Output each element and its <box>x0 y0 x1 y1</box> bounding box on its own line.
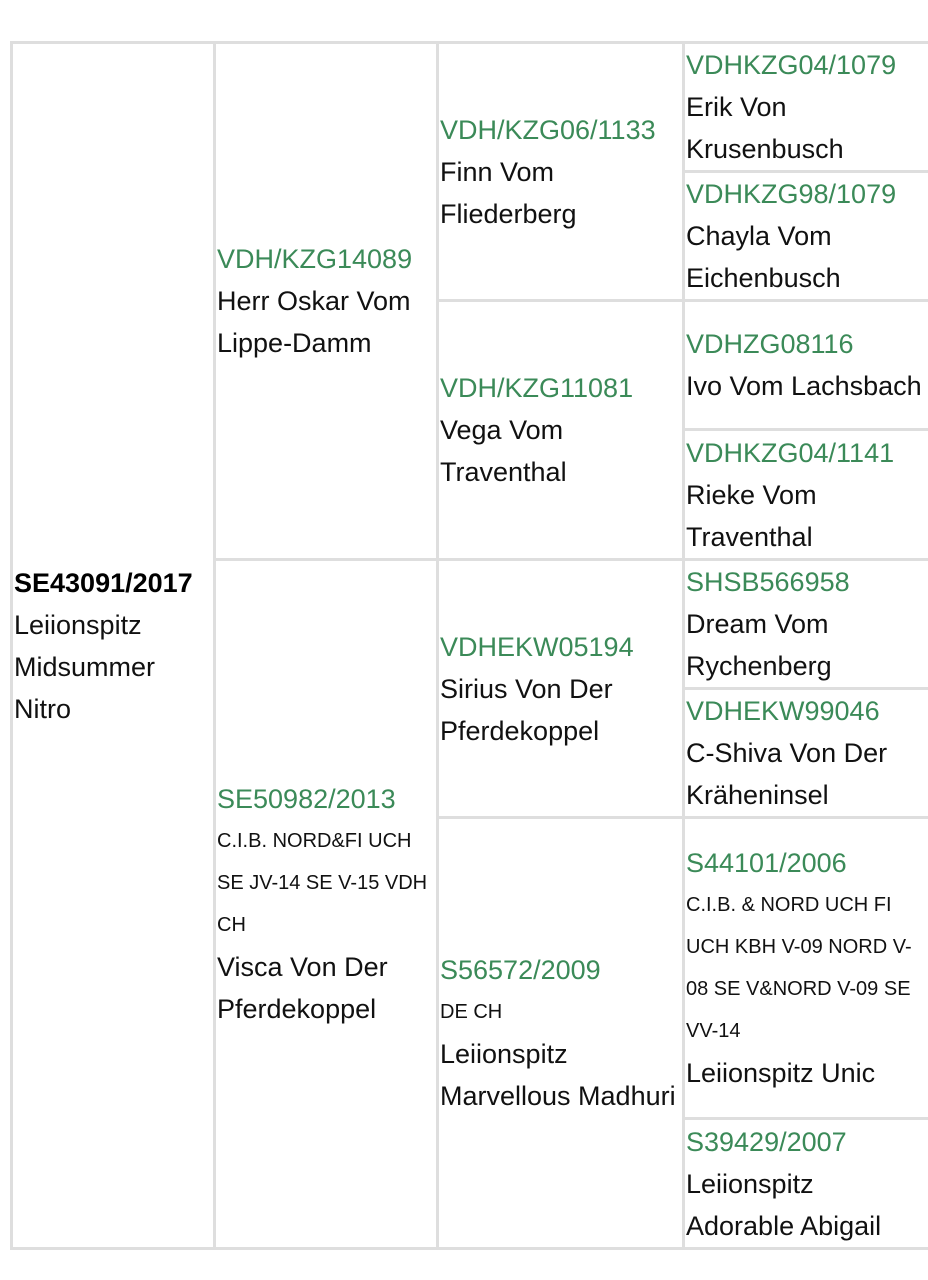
dam-dam-sire-name: Leiionspitz Unic <box>686 1058 876 1088</box>
subject-reg-number[interactable]: SE43091/2017 <box>14 567 193 598</box>
dam-sire-cell <box>438 560 684 818</box>
dam-sire-sire-name: Dream Vom Rychenberg <box>686 609 832 681</box>
dam-dam-sire-cell <box>684 818 928 1119</box>
dam-sire-dam-cell <box>684 689 928 818</box>
sire-cell <box>215 43 438 560</box>
sire-dam-sire-cell <box>684 301 928 430</box>
sire-reg-link[interactable]: VDH/KZG14089 <box>217 244 413 274</box>
pedigree-table <box>10 41 928 1250</box>
subject-name: Leiionspitz Midsummer Nitro <box>14 609 156 724</box>
dam-dam-dam-name: Leiionspitz Adorable Abigail <box>686 1168 882 1241</box>
dam-dam-cell <box>438 818 684 1249</box>
dam-name: Visca Von Der Pferdekoppel <box>217 952 388 1024</box>
subject-dog-cell <box>12 43 215 1249</box>
sire-sire-sire-cell <box>684 43 928 172</box>
dam-titles: C.I.B. NORD&FI UCH SE JV-14 SE V-15 VDH CH <box>217 830 428 936</box>
dam-dam-sire-titles: C.I.B. & NORD UCH FI UCH KBH V-09 NORD V-08 SE V&NORD V-09 SE VV-14 <box>686 894 912 1042</box>
sire-dam-sire-reg-link[interactable]: VDHZG08116 <box>686 329 854 359</box>
dam-sire-sire-reg-link[interactable]: SHSB566958 <box>686 567 850 597</box>
sire-sire-cell <box>438 43 684 301</box>
sire-dam-dam-reg-link[interactable]: VDHKZG04/1141 <box>686 437 895 468</box>
sire-name: Herr Oskar Vom Lippe-Damm <box>217 286 411 358</box>
dam-cell <box>215 560 438 1249</box>
sire-sire-sire-reg-link[interactable]: VDHKZG04/1079 <box>686 50 897 80</box>
dam-sire-name: Sirius Von Der Pferdekoppel <box>440 673 613 746</box>
sire-dam-name: Vega Vom Traventhal <box>440 415 567 487</box>
dam-sire-dam-reg-link[interactable]: VDHEKW99046 <box>686 696 880 726</box>
dam-dam-reg-link[interactable]: S56572/2009 <box>440 955 601 985</box>
sire-dam-dam-cell <box>684 430 928 560</box>
dam-dam-dam-reg-link[interactable]: S39429/2007 <box>686 1126 847 1157</box>
sire-sire-dam-name: Chayla Vom Eichenbusch <box>686 221 841 293</box>
dam-reg-link[interactable]: SE50982/2013 <box>217 784 396 814</box>
sire-sire-sire-name: Erik Von Krusenbusch <box>686 92 844 164</box>
dam-sire-reg-link[interactable]: VDHEKW05194 <box>440 631 634 662</box>
sire-dam-dam-name: Rieke Vom Traventhal <box>686 479 817 552</box>
sire-sire-reg-link[interactable]: VDH/KZG06/1133 <box>440 114 656 145</box>
dam-dam-name: Leiionspitz Marvellous Madhuri <box>440 1039 676 1111</box>
sire-dam-cell <box>438 301 684 560</box>
sire-sire-name: Finn Vom Fliederberg <box>440 156 577 229</box>
dam-sire-sire-cell <box>684 560 928 689</box>
dam-dam-dam-cell <box>684 1119 928 1249</box>
dam-dam-sire-reg-link[interactable]: S44101/2006 <box>686 848 847 878</box>
dam-sire-dam-name: C-Shiva Von Der Kräheninsel <box>686 738 888 810</box>
dam-dam-titles: DE CH <box>440 1001 503 1023</box>
sire-sire-dam-reg-link[interactable]: VDHKZG98/1079 <box>686 179 897 209</box>
sire-dam-sire-name: Ivo Vom Lachsbach <box>686 371 922 401</box>
sire-dam-reg-link[interactable]: VDH/KZG11081 <box>440 373 634 403</box>
sire-sire-dam-cell <box>684 172 928 301</box>
